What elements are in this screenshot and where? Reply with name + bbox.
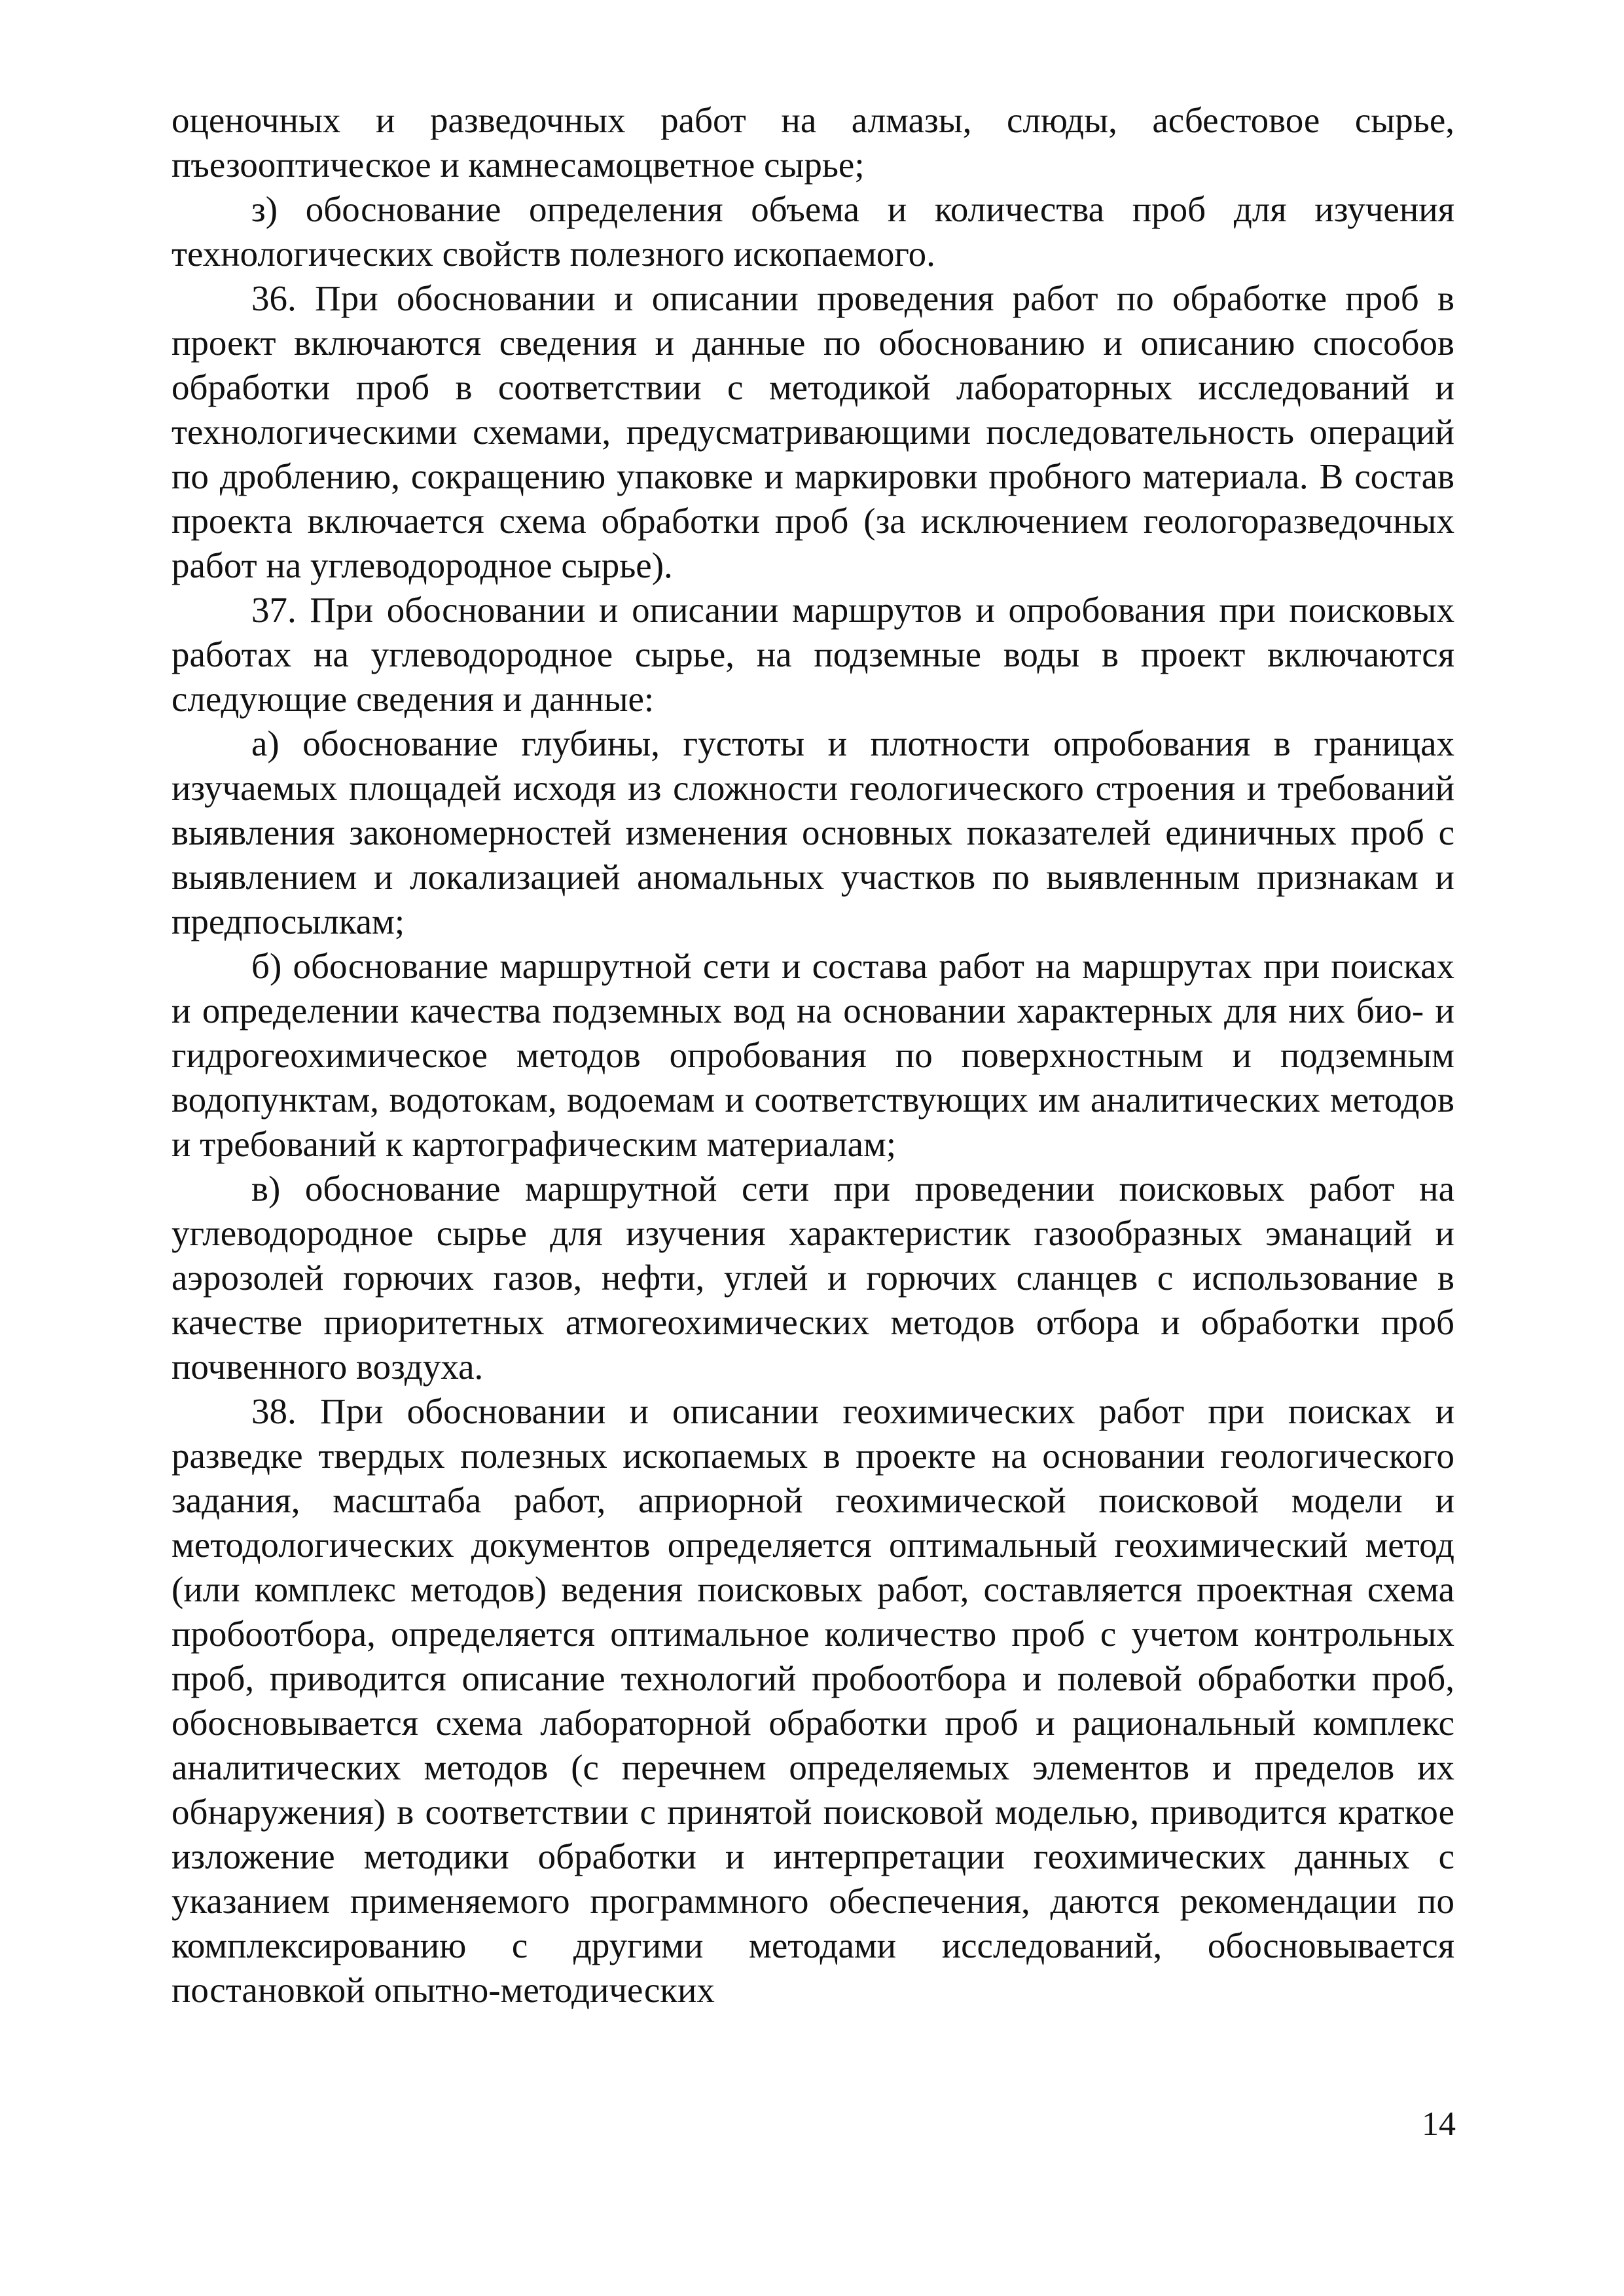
paragraph-36: 36. При обосновании и описании проведения работ по обработке проб в проект включаются сведения и данные по обоснованию и описанию способов обработки проб в соответствии с методикой лабораторных исследований и технологическими схемами, предусматривающими последовательность операций по дроблению, сокращению упаковке и маркировки пробного материала. В состав проекта включается схема обработки проб (за исключением геологоразведочных работ на углеводородное сырье). [171,278,1454,585]
page-number: 14 [1422,2105,1456,2143]
paragraph-38: 38. При обосновании и описании геохимических работ при поисках и разведке твердых полезных ископаемых в проекте на основании геологического задания, масштаба работ, априорной геохимической поисковой модели и методологических документов определяется оптимальный геохимический метод (или комплекс методов) ведения поисковых работ, составляется проектная схема пробоотбора, определяется оптимальное количество проб с учетом контрольных проб, приводится описание технологий пробоотбора и полевой обработки проб, обосновывается схема лабораторной обработки проб и рациональный комплекс аналитических методов (с перечнем определяемых элементов и пределов их обнаружения) в соответствии с принятой поисковой моделью, приводится краткое изложение методики обработки и интерпретации геохимических данных с указанием применяемого программного обеспечения, даются рекомендации по комплексированию с другими методами исследований, обосновывается постановкой опытно-методических [171,1391,1454,2010]
paragraph-continuation: оценочных и разведочных работ на алмазы, слюды, асбестовое сырье, пъезооптическое и камнесамоцветное сырье; [171,100,1454,185]
body-text [171,98,1454,2013]
paragraph-item-z: з) обоснование определения объема и количества проб для изучения технологических свойств полезного ископаемого. [171,189,1454,274]
paragraph-item-b: б) обоснование маршрутной сети и состава работ на маршрутах при поисках и определении качества подземных вод на основании характерных для них био- и гидрогеохимическое методов опробования по поверхностным и подземным водопунктам, водотокам, водоемам и соответствующих им аналитических методов и требований к картографическим материалам; [171,946,1454,1164]
paragraph-37: 37. При обосновании и описании маршрутов и опробования при поисковых работах на углеводородное сырье, на подземные воды в проект включаются следующие сведения и данные: [171,590,1454,719]
paragraph-item-a: а) обоснование глубины, густоты и плотности опробования в границах изучаемых площадей исходя из сложности геологического строения и требований выявления закономерностей изменения основных показателей единичных проб с выявлением и локализацией аномальных участков по выявленным признакам и предпосылкам; [171,723,1454,941]
paragraph-item-v: в) обоснование маршрутной сети при проведении поисковых работ на углеводородное сырье для изучения характеристик газообразных эманаций и аэрозолей горючих газов, нефти, углей и горючих сланцев с использование в качестве приоритетных атмогеохимических методов отбора и обработки проб почвенного воздуха. [171,1169,1454,1387]
